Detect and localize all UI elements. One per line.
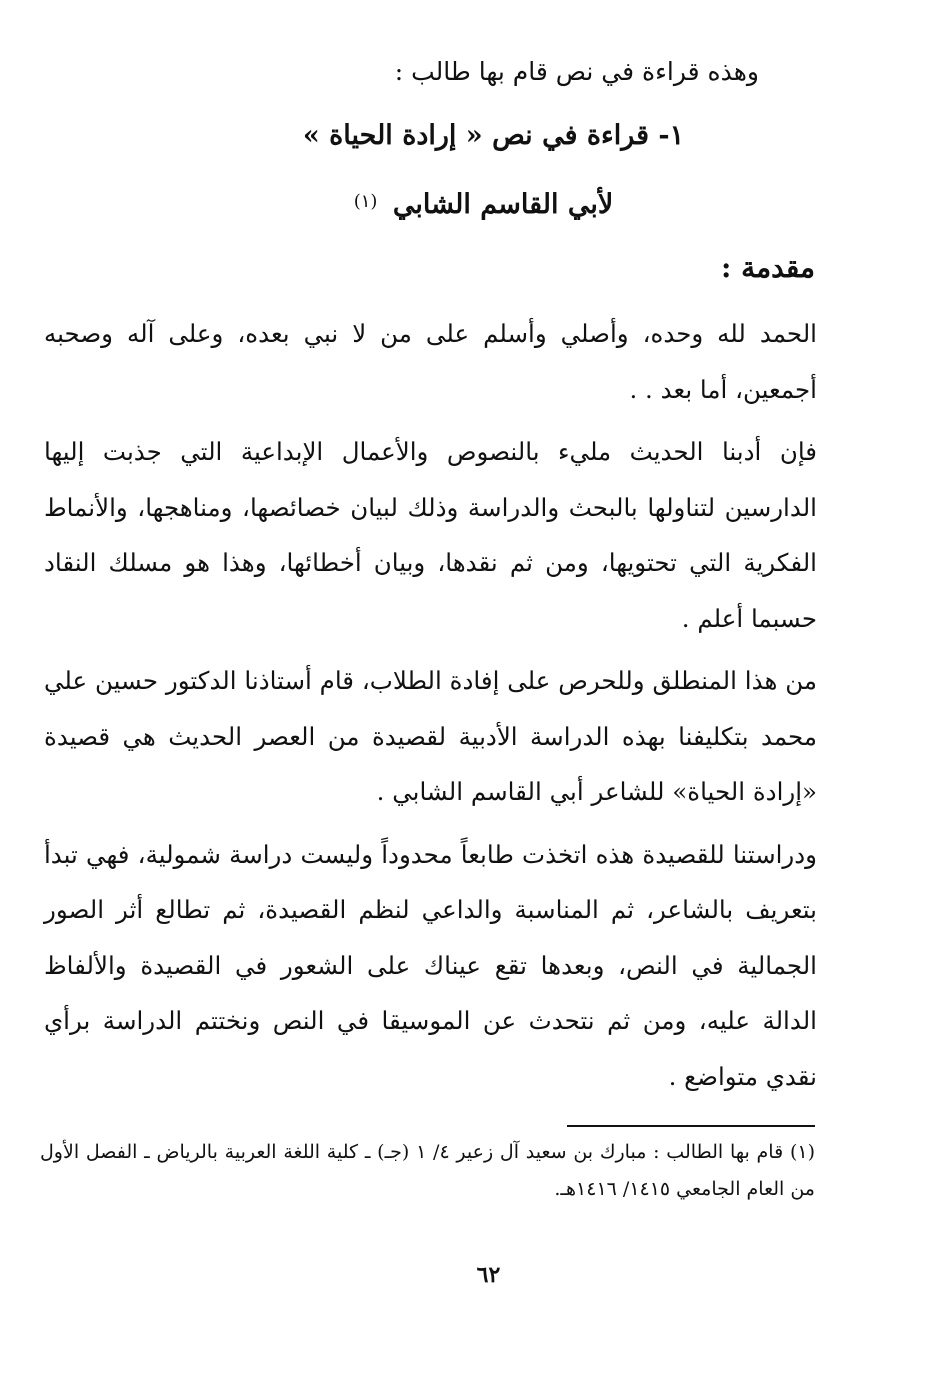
section-title: ١- قراءة في نص « إرادة الحياة » [302,120,685,151]
author-line [0,180,927,227]
paragraph: من هذا المنطلق وللحرص على إفادة الطلاب، قام أستاذنا الدكتور حسين علي محمد بتكليفنا بهذه الدراسة الأدبية لقصيدة من العصر الحديث هي قصيدة «إرادة الحياة» للشاعر أبي القاسم الشابي . [44,666,817,806]
footnote-reference[interactable]: (١) [353,191,378,212]
paragraph: ودراستنا للقصيدة هذه اتخذت طابعاً محدوداً وليست دراسة شمولية، فهي تبدأ بتعريف بالشاعر، ثم المناسبة والداعي لنظم القصيدة، ثم تطالع أثر الصور الجمالية في النص، وبعدها تقع عيناك على الشعور في القصيدة والألفاظ الدالة عليه، ومن ثم نتحدث عن الموسيقا في النص ونختتم الدراسة برأي نقدي متواضع . [44,839,817,1091]
footnote-text: (١) قام بها الطالب : مبارك بن سعيد آل زعير ٤/ ١ (جـ) ـ كلية اللغة العربية بالرياض ـ الفصل الأول من العام الجامعي ١٤١٥/ ١٤١٦هـ. [40,1141,815,1200]
author-name: لأبي القاسم الشابي [392,189,614,220]
footnote [40,1134,815,1208]
paragraph: الحمد لله وحده، وأصلي وأسلم على من لا نبي بعده، وعلى آله وصحبه أجمعين، أما بعد . . [44,319,817,404]
body-text [44,306,817,1111]
introduction-heading: مقدمة : [721,251,815,284]
footnote-divider [567,1125,815,1127]
intro-line: وهذه قراءة في نص قام بها طالب : [394,57,759,86]
page-number: ٦٢ [476,1262,501,1288]
paragraph: فإن أدبنا الحديث مليء بالنصوص والأعمال الإبداعية التي جذبت إليها الدارسين لتناولها بالبحث والدراسة وذلك لبيان خصائصها، ومناهجها، والأنماط الفكرية التي تحتويها، ومن ثم نقدها، وبيان أخطائها، وهذا هو مسلك النقاد حسبما أعلم . [44,437,817,633]
